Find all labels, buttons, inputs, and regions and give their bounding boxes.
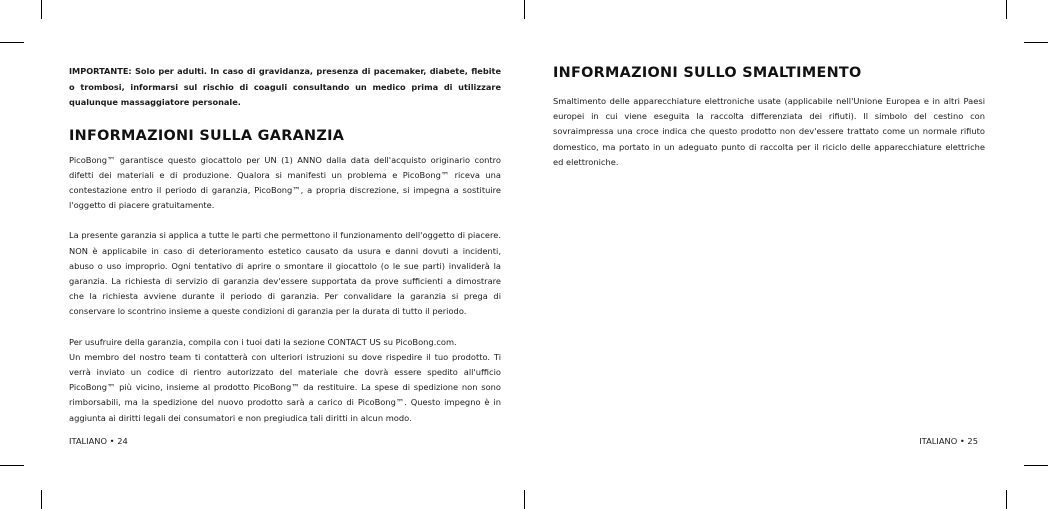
crop-mark xyxy=(1006,490,1007,509)
crop-mark xyxy=(1006,0,1007,19)
warranty-paragraph-2: La presente garanzia si applica a tutte le parti che permettono il funzionamento dell'oggetto di piacere. NON è applicabile in caso di deterioramento estetico causato da usura e danni dovuti a incidenti, abuso o uso improprio. Ogni tentativo di aprire o smontare il giocattolo (o le sue parti) invaliderà la garanzia. La richiesta di servizio di garanzia dev'essere supportata da prove sufficienti a dimostrare che la richiesta avviene durante il periodo di garanzia. Per convalidare la garanzia si prega di conservare lo scontrino insieme a queste condizioni di garanzia per la durata di tutto il periodo. xyxy=(69,230,501,317)
crop-mark xyxy=(0,465,24,466)
warranty-paragraph-3-line-2: Un membro del nostro team ti contatterà con ulteriori istruzioni su dove rispedire il tuo prodotto. Ti verrà inviato un codice di rientro autorizzato del materiale che dovrà essere spedito all'ufficio PicoBong™ più vicino, insieme al prodotto PicoBong™ da restituire. La spese di spedizione non sono rimborsabili, ma la spedizione del nuovo prodotto sarà a carico di PicoBong™. Questo impegno è in aggiunta ai diritti legali dei consumatori e non pregiudica tali diritti in alcun modo. xyxy=(69,351,501,423)
crop-mark xyxy=(524,490,525,509)
warranty-heading: INFORMAZIONI SULLA GARANZIA xyxy=(69,127,345,144)
disposal-heading: INFORMAZIONI SULLO SMALTIMENTO xyxy=(553,65,862,81)
crop-mark xyxy=(524,0,525,19)
adult-warning: IMPORTANTE: Solo per adulti. In caso di gravidanza, presenza di pacemaker, diabete, flebite o trombosi, informarsi sul rischio di coaguli consultando un medico prima di utilizzare qualunque massaggiatore personale. xyxy=(69,66,501,107)
crop-mark xyxy=(1024,42,1048,43)
crop-mark xyxy=(41,490,42,509)
crop-mark xyxy=(0,42,24,43)
page-number-left: ITALIANO • 24 xyxy=(69,436,128,446)
left-page xyxy=(69,64,501,426)
warranty-paragraph-3 xyxy=(69,335,501,426)
warranty-paragraph-1: PicoBong™ garantisce questo giocattolo per UN (1) ANNO dalla data dell'acquisto originario contro difetti dei materiali e di produzione. Qualora si manifesti un problema e PicoBong™ riceva una contestazione entro il periodo di garanzia, PicoBong™, a propria discrezione, si impegna a sostituire l'oggetto di piacere gratuitamente. xyxy=(69,154,501,211)
right-page xyxy=(553,64,985,185)
crop-mark xyxy=(1024,465,1048,466)
page-number-right: ITALIANO • 25 xyxy=(919,436,978,446)
disposal-paragraph: Smaltimento delle apparecchiature elettroniche usate (applicabile nell'Unione Europea e in altri Paesi europei in cui viene eseguita la raccolta differenziata dei rifiuti). Il simbolo del cestino con sovraimpressa una croce indica che questo prodotto non dev'essere trattato come un normale rifiuto domestico, ma portato in un adeguato punto di raccolta per il riciclo delle apparecchiature elettriche ed elettroniche. xyxy=(553,96,985,167)
warranty-paragraph-3-line-1: Per usufruire della garanzia, compila con i tuoi dati la sezione CONTACT US su PicoBong.com. xyxy=(69,336,457,347)
crop-mark xyxy=(41,0,42,19)
